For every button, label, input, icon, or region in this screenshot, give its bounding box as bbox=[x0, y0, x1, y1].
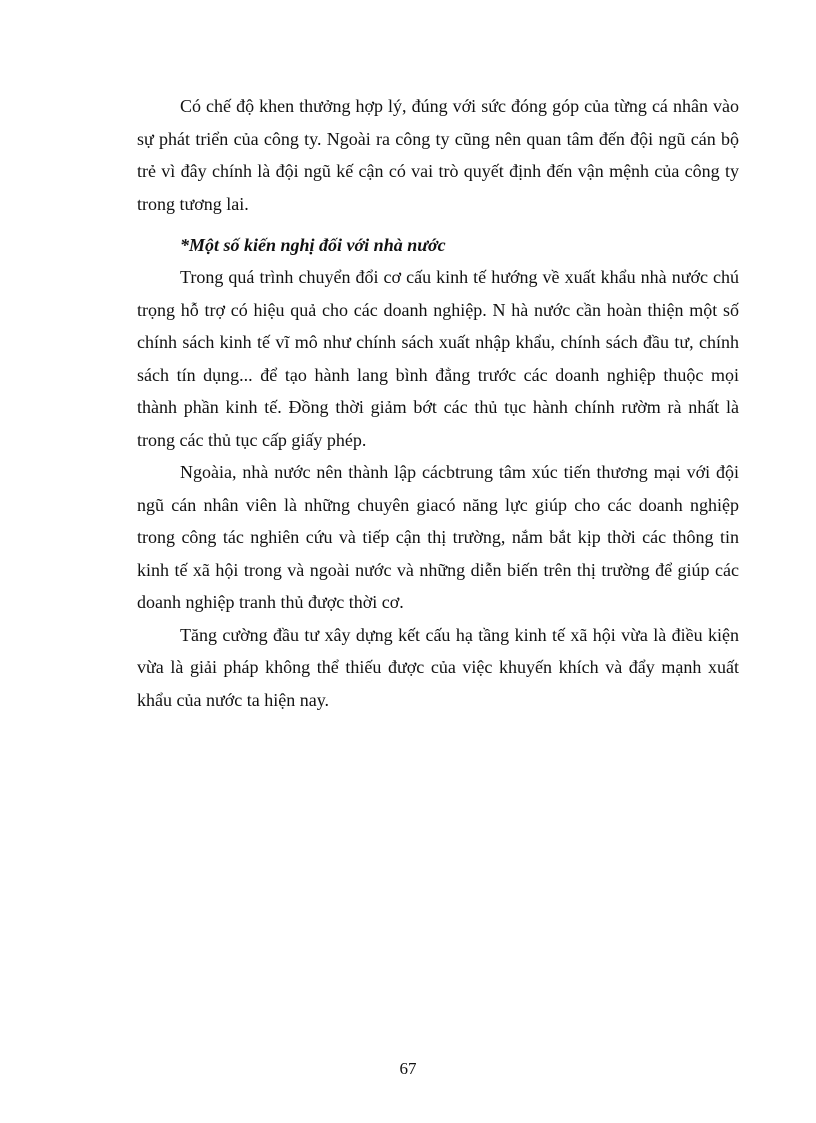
paragraph-trade-promotion: Ngoàia, nhà nước nên thành lập cácbtrung tâm xúc tiến thương mại với đội ngũ cán nhân viên là những chuyên giacó năng lực giúp cho các doanh nghiệp trong công tác nghiên cứu và tiếp cận thị trường, nắm bắt kịp thời các thông tin kinh tế xã hội trong và ngoài nước và những diễn biến trên thị trường để giúp các doanh nghiệp tranh thủ được thời cơ. bbox=[137, 462, 739, 612]
paragraph-reward-policy: Có chế độ khen thưởng hợp lý, đúng với sức đóng góp của từng cá nhân vào sự phát triển của công ty. Ngoài ra công ty cũng nên quan tâm đến đội ngũ cán bộ trẻ vì đây chính là đội ngũ kế cận có vai trò quyết định đến vận mệnh của công ty trong tương lai. bbox=[137, 96, 739, 214]
paragraph-infrastructure-investment: Tăng cường đầu tư xây dựng kết cấu hạ tầng kinh tế xã hội vừa là điều kiện vừa là giải pháp không thể thiếu được của việc khuyến khích và đẩy mạnh xuất khẩu của nước ta hiện nay. bbox=[137, 624, 739, 710]
section-heading-state-recommendations: *Một số kiến nghị đối với nhà nước bbox=[180, 235, 446, 255]
paragraph-economic-restructuring: Trong quá trình chuyển đổi cơ cấu kinh tế hướng về xuất khẩu nhà nước chú trọng hỗ trợ có hiệu quả cho các doanh nghiệp. N hà nước cần hoàn thiện một số chính sách kinh tế vĩ mô như chính sách xuất nhập khẩu, chính sách đầu tư, chính sách tín dụng... để tạo hành lang bình đẳng trước các doanh nghiệp thuộc mọi thành phần kinh tế. Đồng thời giảm bớt các thủ tục hành chính rườm rà nhất là trong các thủ tục cấp giấy phép. bbox=[137, 267, 739, 450]
document-body bbox=[137, 90, 739, 716]
page-number: 67 bbox=[399, 1059, 417, 1078]
